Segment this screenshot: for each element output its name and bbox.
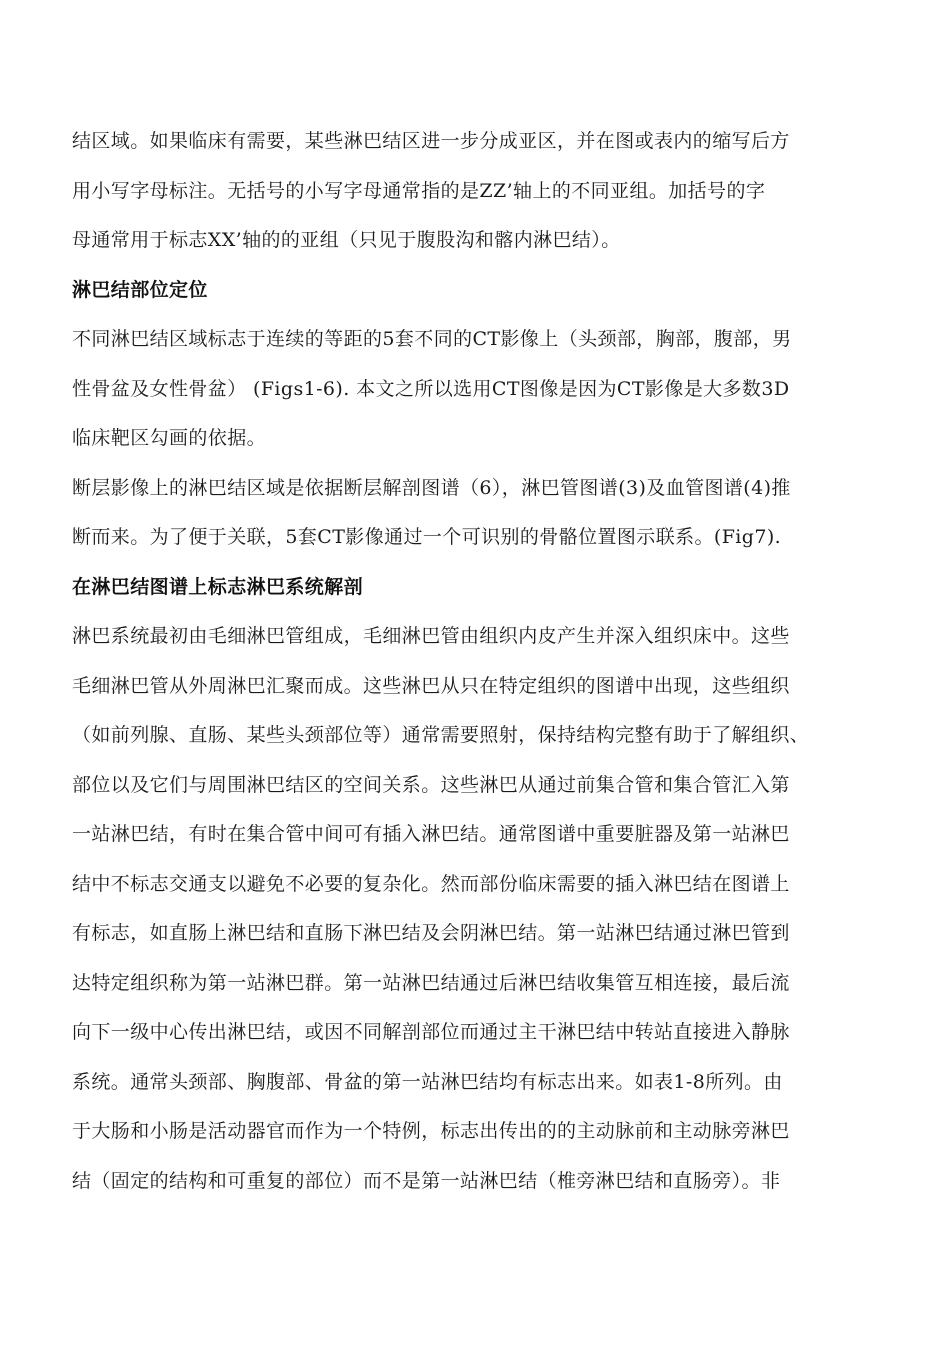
text-line: 向下一级中心传出淋巴结，或因不同解剖部位而通过主干淋巴结中转站直接进入静脉	[72, 1021, 790, 1043]
paragraph-ct-sets	[72, 315, 892, 464]
text-line: 不同淋巴结区域标志于连续的等距的5套不同的CT影像上（头颈部，胸部，腹部，男	[72, 328, 792, 350]
section-heading-lymph-node-localization: 淋巴结部位定位	[72, 278, 208, 301]
text-line: 断而来。为了便于关联，5套CT影像通过一个可识别的骨骼位置图示联系。(Fig7).	[72, 526, 782, 548]
paragraph-continuation	[72, 117, 892, 266]
text-line: 系统。通常头颈部、胸腹部、骨盆的第一站淋巴结均有标志出来。如表1-8所列。由	[72, 1070, 783, 1093]
text-line: 断层影像上的淋巴结区域是依据断层解剖图谱（6），淋巴管图谱(3)及血管图谱(4)推	[72, 476, 791, 499]
text-line: 母通常用于标志XX’轴的的亚组（只见于腹股沟和髂内淋巴结）。	[72, 229, 621, 251]
text-line: 结（固定的结构和可重复的部位）而不是第一站淋巴结（椎旁淋巴结和直肠旁）。非	[72, 1169, 781, 1192]
paragraph-lymphatic-system	[72, 612, 892, 1206]
text-line: 一站淋巴结，有时在集合管中间可有插入淋巴结。通常图谱中重要脏器及第一站淋巴	[72, 823, 790, 845]
paragraph-atlas-sources	[72, 464, 892, 563]
text-line: 淋巴系统最初由毛细淋巴管组成，毛细淋巴管由组织内皮产生并深入组织床中。这些	[72, 625, 790, 647]
text-line: 部位以及它们与周围淋巴结区的空间关系。这些淋巴从通过前集合管和集合管汇入第	[72, 773, 790, 796]
text-line: 临床靶区勾画的依据。	[72, 427, 267, 449]
text-line: 达特定组织称为第一站淋巴群。第一站淋巴结通过后淋巴结收集管互相连接，最后流	[72, 971, 790, 994]
text-line: 于大肠和小肠是活动器官而作为一个特例，标志出传出的的主动脉前和主动脉旁淋巴	[72, 1120, 790, 1142]
text-line: 毛细淋巴管从外周淋巴汇聚而成。这些淋巴从只在特定组织的图谱中出现，这些组织	[72, 674, 790, 697]
text-line: 结区域。如果临床有需要，某些淋巴结区进一步分成亚区，并在图或表内的缩写后方	[72, 130, 790, 152]
text-line: （如前列腺、直肠、某些头颈部位等）通常需要照射，保持结构完整有助于了解组织、	[72, 724, 810, 746]
document-body	[72, 117, 892, 1206]
section-heading-lymphatic-anatomy: 在淋巴结图谱上标志淋巴系统解剖	[72, 575, 364, 598]
text-line: 有标志，如直肠上淋巴结和直肠下淋巴结及会阴淋巴结。第一站淋巴结通过淋巴管到	[72, 922, 790, 944]
text-line: 用小写字母标注。无括号的小写字母通常指的是ZZ’轴上的不同亚组。加括号的字	[72, 179, 766, 202]
text-line: 结中不标志交通支以避免不必要的复杂化。然而部份临床需要的插入淋巴结在图谱上	[72, 872, 790, 895]
text-line: 性骨盆及女性骨盆） (Figs1-6). 本文之所以选用CT图像是因为CT影像是大多数3D	[72, 377, 790, 400]
